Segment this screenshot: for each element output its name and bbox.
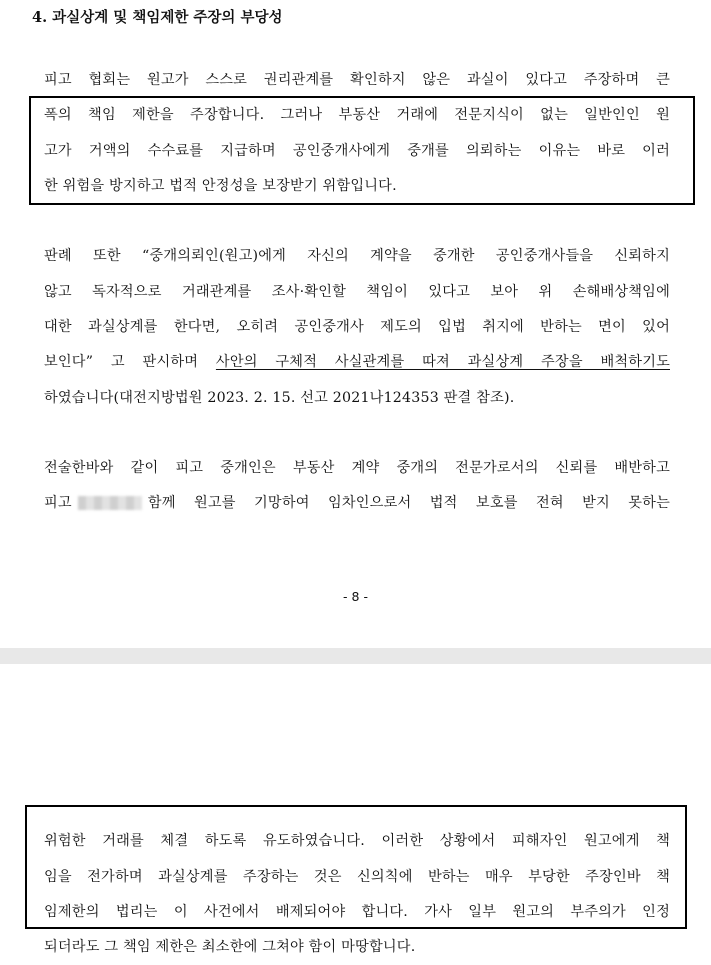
paragraph-line: 임을 전가하며 과실상계를 주장하는 것은 신의칙에 반하는 매우 부당한 주장인바 책 (44, 869, 670, 885)
paragraph-line: 판례 또한 “중개의뢰인(원고)에게 자신의 계약을 중개한 공인중개사들을 신뢰하지 (44, 248, 670, 264)
paragraph-line (44, 350, 670, 374)
highlight-box (29, 96, 695, 205)
section-heading: 4. 과실상계 및 책임제한 주장의 부당성 (32, 9, 283, 26)
paragraph-line: 한 위험을 방지하고 법적 안정성을 보장받기 위함입니다. (44, 178, 397, 194)
paragraph-line: 전술한바와 같이 피고 중개인은 부동산 계약 중개의 전문가로서의 신뢰를 배반하고 (44, 460, 670, 476)
page-separator (0, 648, 711, 664)
paragraph-line: 피고 협회는 원고가 스스로 권리관계를 확인하지 않은 과실이 있다고 주장하며 큰 (44, 72, 670, 88)
defendant-label: 피고 (44, 495, 72, 511)
paragraph-line: 위험한 거래를 체결 하도록 유도하였습니다. 이러한 상황에서 피해자인 원고에게 책 (44, 833, 670, 849)
paragraph-line: 고가 거액의 수수료를 지급하며 공인중개사에게 중개를 의뢰하는 이유는 바로 이러 (44, 143, 670, 159)
redacted-name (78, 496, 142, 510)
quote-closing-text: 보인다” 고 판시하며 (44, 354, 216, 370)
paragraph-line: 대한 과실상계를 한다면, 오히려 공인중개사 제도의 입법 취지에 반하는 면이 있어 (44, 319, 670, 335)
paragraph-line: 않고 독자적으로 거래관계를 조사·확인할 책임이 있다고 보아 위 손해배상책임에 (44, 284, 670, 300)
paragraph-line: 임제한의 법리는 이 사건에서 배제되어야 합니다. 가사 일부 원고의 부주의가 인정 (44, 904, 670, 920)
paragraph-text: 함께 원고를 기망하여 임차인으로서 법적 보호를 전혀 받지 못하는 (147, 495, 670, 511)
underlined-text: 사안의 구체적 사실관계를 따져 과실상계 주장을 배척하기도 (215, 354, 670, 370)
paragraph-line: 하였습니다(대전지방법원 2023. 2. 15. 선고 2021나124353 판결 참조). (44, 390, 515, 406)
paragraph-line: 폭의 책임 제한을 주장합니다. 그러나 부동산 거래에 전문지식이 없는 일반인인 원 (44, 107, 670, 123)
page-number: - 8 - (343, 589, 368, 604)
paragraph-line: 되더라도 그 책임 제한은 최소한에 그쳐야 함이 마땅합니다. (44, 939, 416, 955)
paragraph-line (44, 491, 670, 515)
document-page-9 (0, 664, 711, 965)
